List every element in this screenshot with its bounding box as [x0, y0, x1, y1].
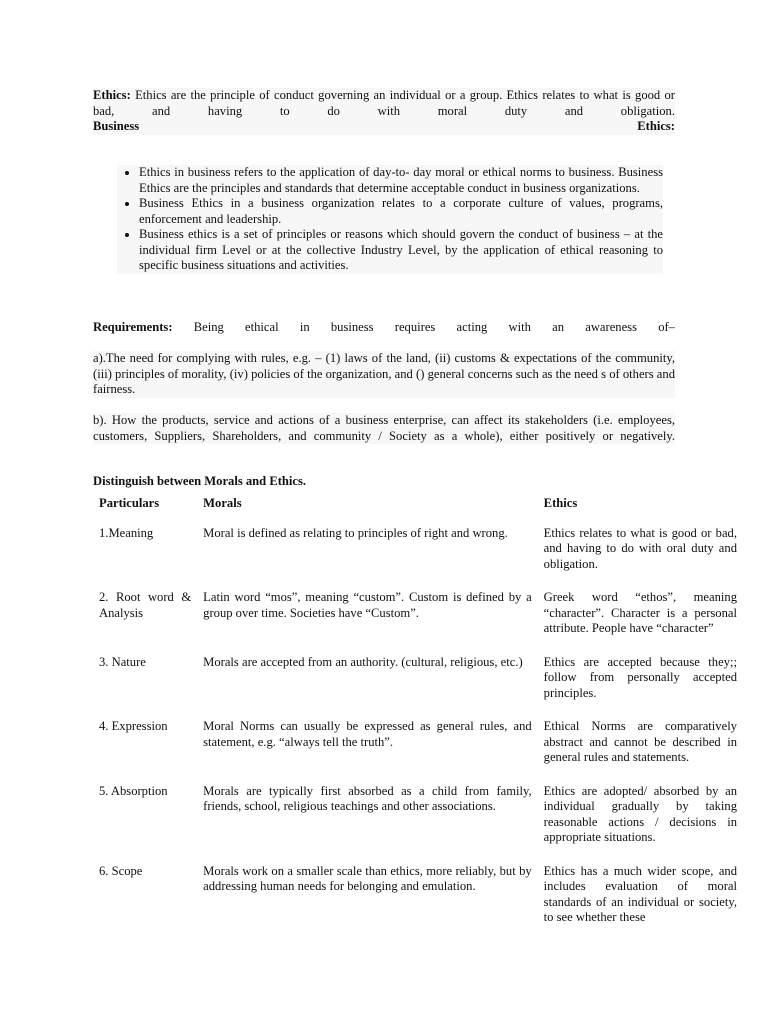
business-ethics-heading-right: Ethics: [637, 119, 675, 133]
requirements-paragraph [93, 320, 675, 336]
cell-ethics: Ethics are accepted because they;; follow from personally accepted principles. [543, 654, 737, 700]
ethics-label: Ethics: [93, 88, 131, 102]
business-ethics-heading-left: Business [93, 119, 140, 133]
cell-particular: 5. Absorption [99, 783, 168, 798]
column-header-morals: Morals [203, 496, 242, 510]
business-ethics-list [117, 165, 663, 274]
table-row [93, 653, 743, 718]
cell-particular: 3. Nature [99, 654, 146, 669]
cell-particular: 1.Meaning [99, 525, 154, 540]
requirements-label: Requirements: [93, 320, 173, 334]
cell-ethics-wrapper [538, 862, 743, 940]
cell-ethics: Ethics are adopted/ absorbed by an individual gradually by taking reasonable actions / decisions in appropriate situations. [543, 783, 737, 844]
cell-ethics: Greek word “ethos”, meaning “character”. Character is a personal attribute. People have “character” [543, 590, 737, 635]
table-row [93, 717, 743, 782]
table-header-row [93, 494, 743, 524]
ethics-definition-text: Ethics are the principle of conduct governing an individual or a group. Ethics relates to what is good or bad, and having to do with moral duty and obligation. [93, 88, 675, 118]
comparison-table [93, 494, 743, 940]
list-item: • Ethics in business refers to the application of day-to- day moral or ethical norms to business. Business Ethics are the principles and standards that determine acceptable conduct in business organizations. [139, 165, 663, 196]
list-item: • Business Ethics in a business organization relates to a corporate culture of values, programs, enforcement and leadership. [139, 196, 663, 227]
cell-morals: Morals are accepted from an authority. (cultural, religious, etc.) [203, 654, 523, 669]
cell-morals: Morals are typically first absorbed as a child from family, friends, school, religious teachings and other associations. [203, 783, 532, 813]
cell-ethics: Ethical Norms are comparatively abstract and cannot be described in general rules and statements. [543, 719, 737, 764]
column-header-ethics: Ethics [543, 496, 578, 510]
cell-particular: 4. Expression [99, 719, 168, 733]
cell-ethics: Ethics has a much wider scope, and includes evaluation of moral standards of an individual or society, to see whether these [543, 863, 737, 924]
requirement-point-a: a).The need for complying with rules, e.g. – (1) laws of the land, (ii) customs & expectations of the community, (iii) principles of morality, (iv) policies of the organization, and () general concerns such as the need s of others and fairness. [93, 351, 675, 396]
ethics-definition [93, 88, 675, 135]
column-header-particulars: Particulars [99, 496, 160, 510]
comparison-title: Distinguish between Morals and Ethics. [93, 474, 307, 488]
table-row [93, 782, 743, 862]
business-ethics-heading [93, 119, 675, 135]
list-item: • Business ethics is a set of principles or reasons which should govern the conduct of business – at the individual firm Level or at the collective Industry Level, by the application of ethical reasoning to specific business situations and activities. [139, 227, 663, 274]
requirements-text: Being ethical in business requires acting with an awareness of– [193, 320, 675, 334]
requirement-point-b: b). How the products, service and actions of a business enterprise, can affect its stakeholders (i.e. employees, customers, Suppliers, Shareholders, and community / Society as a whole), either positively or negatively. [93, 413, 675, 443]
table-row [93, 524, 743, 589]
ethics-definition-paragraph [93, 88, 675, 119]
cell-morals: Moral is defined as relating to principles of right and wrong. [203, 525, 508, 540]
cell-morals: Latin word “mos”, meaning “custom”. Custom is defined by a group over time. Societies have “Custom”. [203, 590, 532, 620]
cell-ethics: Ethics relates to what is good or bad, and having to do with oral duty and obligation. [543, 525, 737, 571]
cell-morals: Morals work on a smaller scale than ethics, more reliably, but by addressing human needs for belonging and emulation. [203, 863, 532, 893]
cell-morals: Moral Norms can usually be expressed as general rules, and statement, e.g. “always tell the truth”. [203, 719, 532, 749]
table-row [93, 862, 743, 940]
table-row [93, 588, 743, 653]
cell-particular: 6. Scope [99, 863, 143, 878]
cell-particular: 2. Root word & Analysis [99, 590, 192, 620]
